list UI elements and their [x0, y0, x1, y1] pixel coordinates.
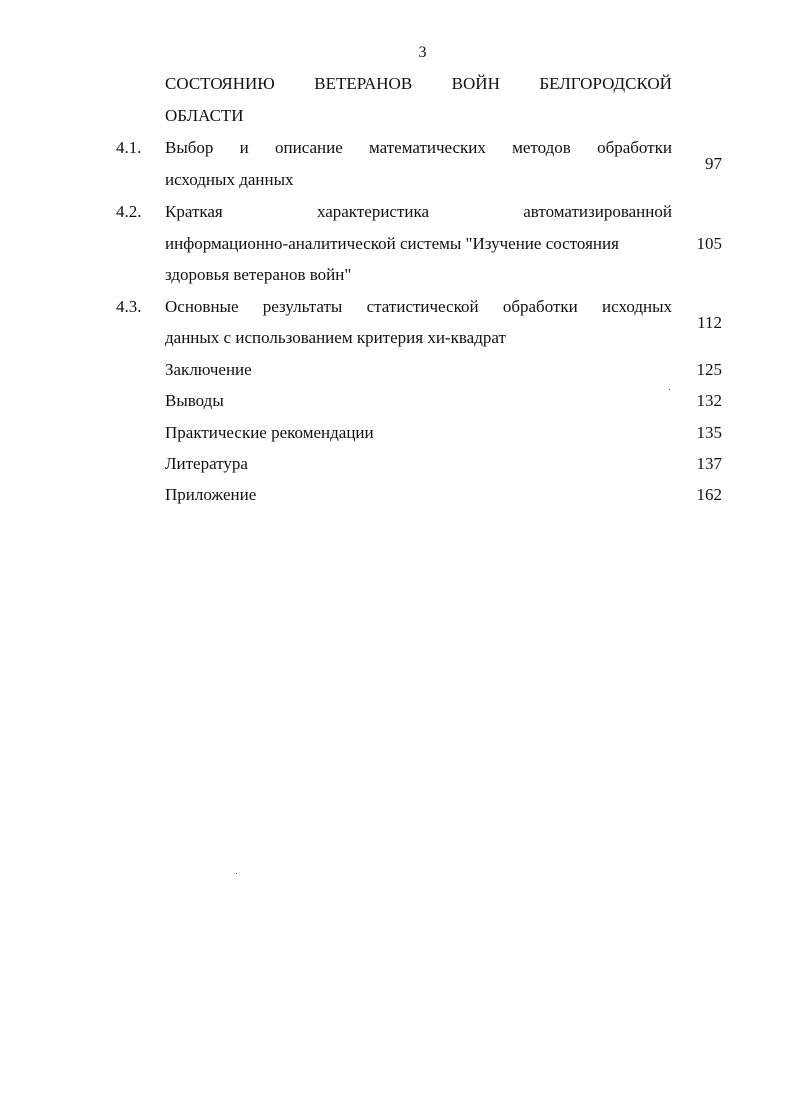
- section-page-number: 137: [696, 454, 722, 473]
- entry-title-line-2: информационно-аналитической системы "Изучение состояния: [165, 234, 619, 253]
- entry-page-number: 97: [705, 154, 722, 173]
- scan-speck: [236, 873, 237, 874]
- title-word: исходных: [602, 297, 672, 316]
- title-word: Выбор: [165, 138, 214, 157]
- entry-title-line-1: [165, 202, 672, 222]
- entry-title-line-1: [165, 138, 672, 158]
- title-word: характеристика: [316, 202, 430, 221]
- section-page-number: 135: [696, 423, 722, 442]
- title-word: обработки: [597, 138, 672, 157]
- entry-number: 4.1.: [116, 138, 142, 157]
- entry-title-line-1: [165, 297, 672, 317]
- title-word: Основные: [165, 297, 239, 316]
- title-word: и: [239, 138, 249, 157]
- heading-continuation-line-2: ОБЛАСТИ: [165, 106, 244, 125]
- section-title: Приложение: [165, 485, 257, 504]
- heading-continuation-line-1: [165, 74, 672, 94]
- heading-word: СОСТОЯНИЮ: [165, 74, 275, 93]
- title-word: методов: [512, 138, 571, 157]
- title-word: обработки: [502, 297, 578, 316]
- entry-page-number: 112: [697, 313, 722, 332]
- section-title: Выводы: [165, 391, 224, 410]
- section-title: Литература: [165, 454, 248, 473]
- title-word: автоматизированной: [523, 202, 672, 221]
- entry-page-number: 105: [696, 234, 722, 253]
- scan-speck: [669, 389, 670, 390]
- section-page-number: 162: [696, 485, 722, 504]
- title-word: математических: [368, 138, 486, 157]
- title-word: результаты: [262, 297, 343, 316]
- heading-word: ВОЙН: [451, 74, 500, 93]
- page-number: 3: [418, 44, 427, 61]
- section-page-number: 125: [696, 360, 722, 379]
- heading-word: БЕЛГОРОДСКОЙ: [539, 74, 672, 93]
- entry-title-line-2: исходных данных: [165, 170, 294, 189]
- entry-number: 4.2.: [116, 202, 142, 221]
- title-word: Краткая: [165, 202, 223, 221]
- title-word: статистической: [366, 297, 479, 316]
- section-title: Заключение: [165, 360, 252, 379]
- section-page-number: 132: [696, 391, 722, 410]
- entry-number: 4.3.: [116, 297, 142, 316]
- heading-word: ВЕТЕРАНОВ: [314, 74, 413, 93]
- entry-title-line-3: здоровья ветеранов войн": [165, 265, 352, 284]
- entry-title-line-2: данных с использованием критерия хи-квадрат: [165, 328, 506, 347]
- title-word: описание: [275, 138, 343, 157]
- section-title: Практические рекомендации: [165, 423, 374, 442]
